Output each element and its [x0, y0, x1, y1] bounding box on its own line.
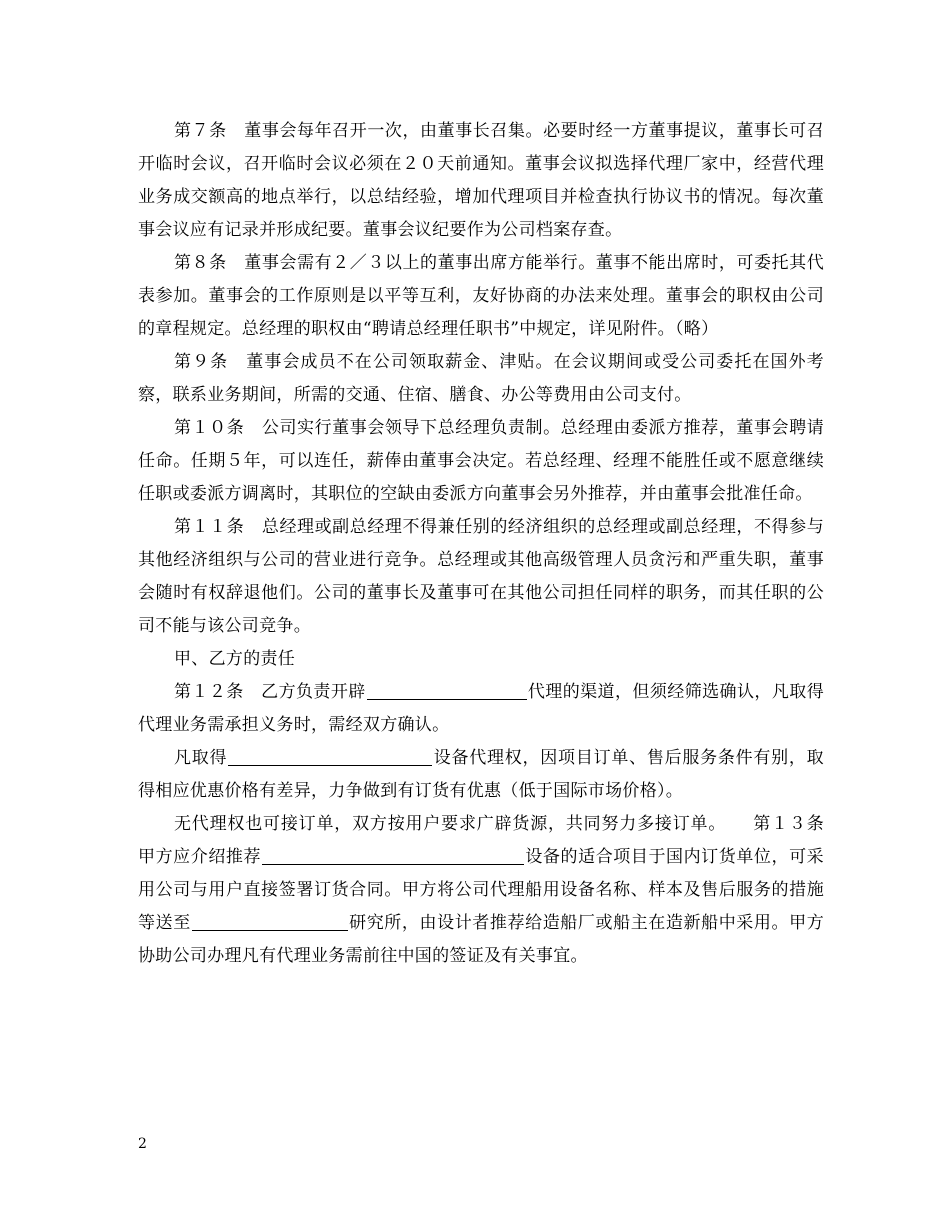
research-institute-blank-field — [192, 911, 348, 931]
recommended-equipment-blank-field — [262, 845, 524, 865]
article-13-text-after: 研究所，由设计者推荐给造船厂或船主在造新船中采用。甲方协助公司办理凡有代理业务需前往中国的签证及有关事宜。 — [138, 913, 824, 966]
equipment-agency-text-after: 设备代理权，因项目订单、售后服务条件有别，取得相应优惠价格有差异，力争做到有订货有优惠（低于国际市场价格）。 — [138, 748, 824, 801]
article-9-paragraph: 第９条 董事会成员不在公司领取薪金、津贴。在会议期间或受公司委托在国外考察，联系业务期间，所需的交通、住宿、膳食、办公等费用由公司支付。 — [138, 352, 824, 405]
article-11-paragraph: 第１１条 总经理或副总经理不得兼任别的经济组织的总经理或副总经理，不得参与其他经济组织与公司的营业进行竞争。总经理或其他高级管理人员贪污和严重失职，董事会随时有权辞退他们。公司的董事长及董事可在其他公司担任同样的职务，而其任职的公司不能与该公司竞争。 — [138, 517, 824, 636]
article-12-text-after: 代理的渠道，但须经筛选确认，凡取得代理业务需承担义务时，需经双方确认。 — [138, 682, 824, 735]
equipment-agency-text-before: 凡取得 — [174, 748, 228, 768]
equipment-blank-field — [228, 746, 432, 766]
article-13-text-middle: 设备的适合项目于国内订货单位，可采用公司与用户直接签署订货合同。甲方将公司代理船用设备名称、样本及售后服务的措施等送至 — [138, 847, 824, 933]
article-7-paragraph: 第７条 董事会每年召开一次，由董事长召集。必要时经一方董事提议，董事长可召开临时会议，召开临时会议必须在２０天前通知。董事会议拟选择代理厂家中，经营代理业务成交额高的地点举行，以总结经验，增加代理项目并检查执行协议书的情况。每次董事会议应有记录并形成纪要。董事会议纪要作为公司档案存查。 — [138, 121, 824, 240]
equipment-agency-paragraph — [138, 742, 824, 808]
section-heading-responsibilities: 甲、乙方的责任 — [174, 649, 296, 669]
document-body — [138, 115, 842, 973]
article-12-paragraph — [138, 676, 824, 742]
article-8-paragraph: 第８条 董事会需有２／３以上的董事出席方能举行。董事不能出席时，可委托其代表参加。董事会的工作原则是以平等互利，友好协商的办法来处理。董事会的职权由公司的章程规定。总经理的职权由“聘请总经理任职书”中规定，详见附件。（略） — [138, 253, 824, 339]
page-number: 2 — [138, 1136, 147, 1152]
article-13-text-before: 无代理权也可接订单，双方按用户要求广辟货源，共同努力多接订单。 第１３条 甲方应介绍推荐 — [138, 814, 842, 867]
channel-blank-field — [367, 680, 527, 700]
article-12-text-before: 第１２条 乙方负责开辟 — [174, 682, 366, 702]
article-13-paragraph — [138, 808, 842, 973]
article-10-paragraph: 第１０条 公司实行董事会领导下总经理负责制。总经理由委派方推荐，董事会聘请任命。任期５年，可以连任，薪俸由董事会决定。若总经理、经理不能胜任或不愿意继续任职或委派方调离时，其职位的空缺由委派方向董事会另外推荐，并由董事会批准任命。 — [138, 418, 824, 504]
